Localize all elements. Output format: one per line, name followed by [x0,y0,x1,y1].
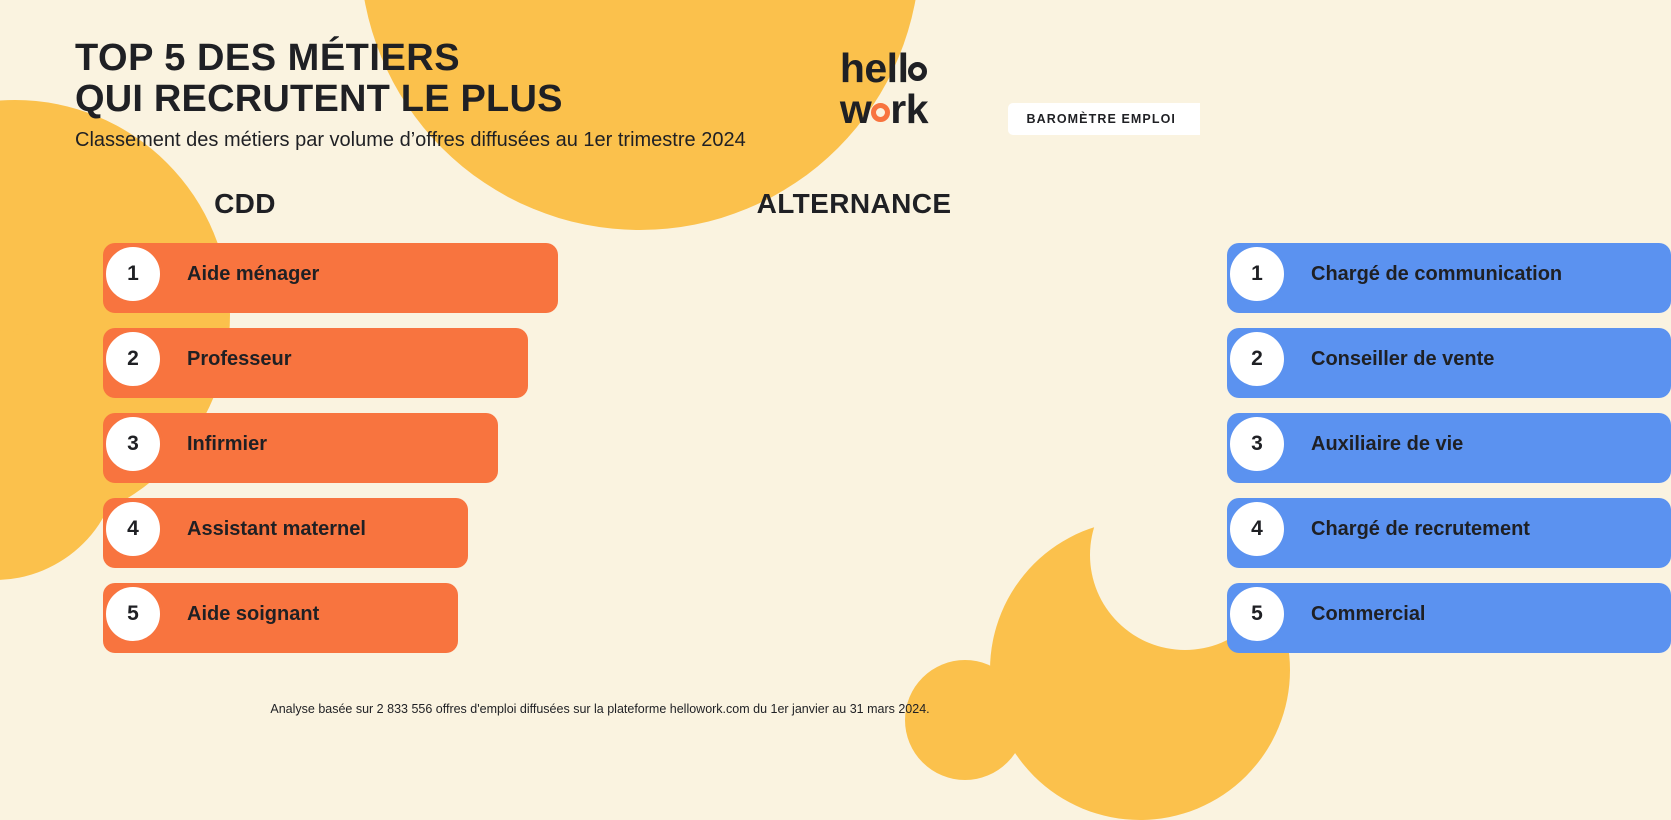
rank-badge: 1 [1227,244,1287,304]
job-label: Commercial [1311,602,1426,625]
logo-circle-orange-icon [871,103,890,122]
rank-badge: 4 [1227,499,1287,559]
rows-cdd [0,239,600,649]
bar-cdd-2 [103,328,528,398]
column-cdd [0,188,600,664]
logo-circle-icon [908,62,927,81]
logo-line2: w rk [839,86,928,132]
rank-badge: 1 [103,244,163,304]
job-label: Aide soignant [187,602,320,625]
ranking-columns [0,188,1563,664]
bar-alt-5 [1227,583,1671,653]
job-label: Chargé de communication [1311,262,1563,285]
logo-text [839,45,1004,132]
table-row [600,239,1563,309]
rank-badge: 2 [1227,329,1287,389]
table-row [0,324,600,394]
column-alternance [600,188,1563,664]
table-row [0,494,600,564]
table-row [0,579,600,649]
job-label: Professeur [187,347,292,370]
job-label: Infirmier [187,432,268,455]
page-title-line1: TOP 5 DES MÉTIERS [75,37,461,79]
decorative-blob-bottom-mid [905,660,1025,780]
table-row [600,324,1495,394]
footnote: Analyse basée sur 2 833 556 offres d'emploi diffusées sur la plateforme hellowork.com du 1er janvier au 31 mars 2024. [270,702,930,716]
table-row [0,409,600,479]
brand-logo [839,45,1200,135]
job-label: Chargé de recrutement [1311,517,1530,540]
job-label: Assistant maternel [187,517,366,540]
table-row [600,579,1426,649]
logo-line1: hell [839,45,909,91]
table-row [600,494,1530,564]
job-label: Aide ménager [187,262,320,285]
page-subtitle: Classement des métiers par volume d’offres diffusées au 1er trimestre 2024 [75,129,746,152]
rank-badge: 2 [103,329,163,389]
table-row [0,239,600,309]
page-title-line2: QUI RECRUTENT LE PLUS [75,78,563,121]
table-row [600,409,1464,479]
rank-badge: 3 [103,414,163,474]
barometer-badge: BAROMÈTRE EMPLOI [1008,103,1200,135]
column-title-alternance: ALTERNANCE [756,188,952,219]
rank-badge: 3 [1227,414,1287,474]
column-title-cdd: CDD [214,188,276,219]
rank-badge: 5 [1227,584,1287,644]
rows-alternance [600,239,1563,649]
rank-badge: 5 [103,584,163,644]
job-label: Auxiliaire de vie [1311,432,1464,455]
job-label: Conseiller de vente [1311,347,1495,370]
bar-cdd-1 [103,243,558,313]
rank-badge: 4 [103,499,163,559]
